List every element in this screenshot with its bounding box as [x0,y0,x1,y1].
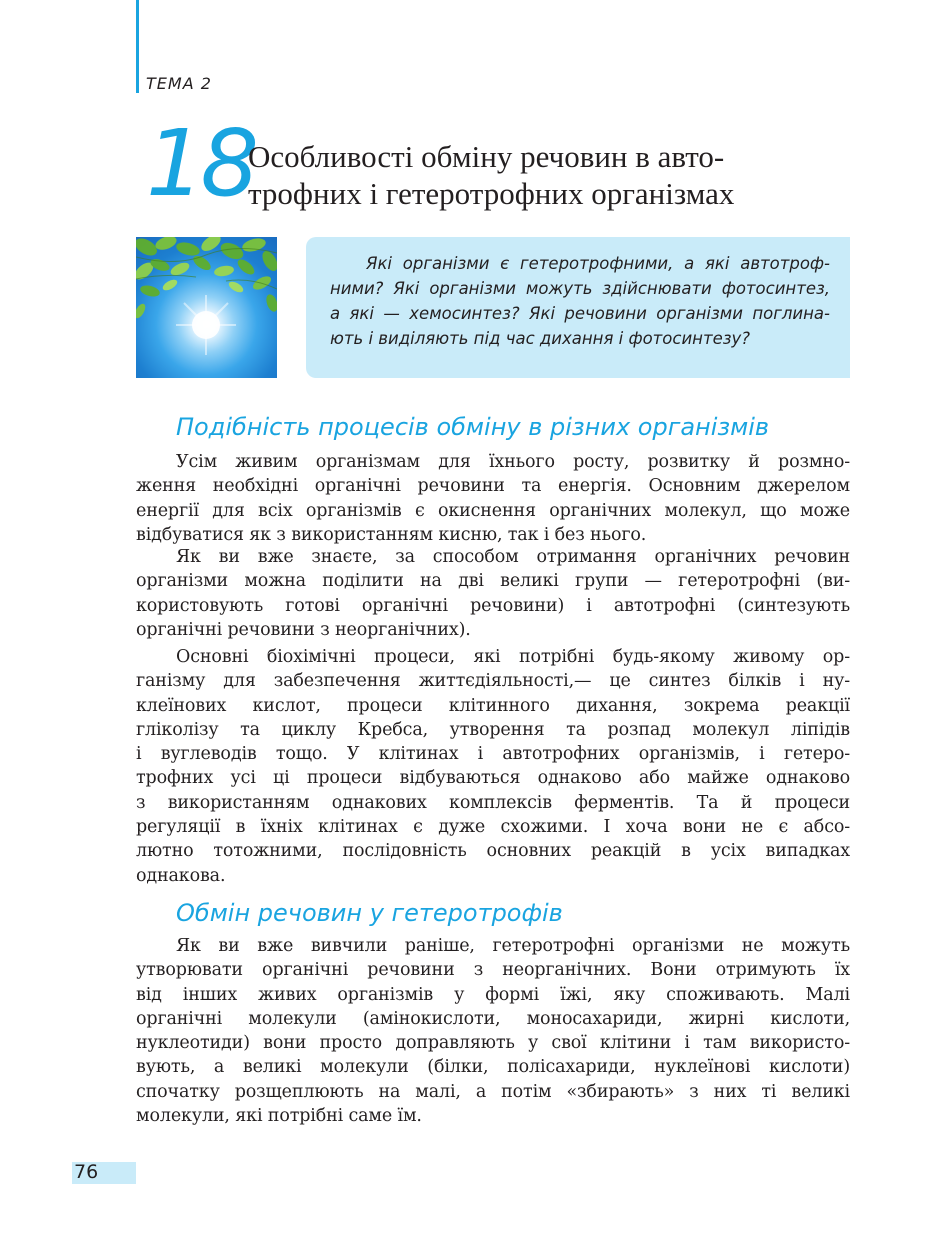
text-line: нуклеотиди) вони просто доправляють у свої клітини і там використо- [136,1033,850,1054]
question-line: ють і виділяють під час дихання і фотосинтезу? [330,329,751,348]
paragraph [136,645,850,888]
theme-label: ТЕМА 2 [146,74,212,93]
text-line: користовують готові органічні речовини) і автотрофні (синтезують [136,595,850,616]
lesson-title [248,138,848,212]
section-heading: Обмін речовин у гетеротрофів [176,899,563,927]
question-line: ними? Які організми можуть здійснювати фотосинтез, [330,279,830,298]
leaves-sky-photo [136,237,277,378]
text-line: ганізму для забезпечення життєдіяльності,— це синтез білків і ну- [136,671,850,692]
lesson-number: 18 [146,110,256,217]
text-line: утворювати органічні речовини з неорганічних. Вони отримують їх [136,960,850,981]
lesson-title-line: трофних і гетеротрофних організмах [248,176,735,211]
text-line: спочатку розщеплюють на малі, а потім «збирають» з них ті великі [136,1081,850,1102]
paragraph [136,450,850,547]
text-line: клеїнових кислот, процеси клітинного дихання, зокрема реакції [136,695,850,716]
intro-questions-box [306,237,850,378]
text-line: трофних усі ці процеси відбуваються однаково або майже однаково [136,768,850,789]
text-line: ження необхідні органічні речовини та енергія. Основним джерелом [136,476,850,497]
text-line: однакова. [136,865,226,886]
question-line: а які — хемосинтез? Які речовини організми поглина- [330,304,830,323]
section-heading: Подібність процесів обміну в різних організмів [176,413,770,441]
text-line: з використанням однакових комплексів ферментів. Та й процеси [136,792,850,813]
text-line: гліколізу та циклу Кребса, утворення та розпад молекул ліпідів [136,719,850,740]
theme-accent-bar [136,0,139,93]
text-line: лютно тотожними, послідовність основних реакцій в усіх випадках [136,841,850,862]
text-line: вують, а великі молекули (білки, полісахариди, нуклеїнові кислоти) [136,1057,850,1078]
question-line: Які організми є гетеротрофними, а які автотроф- [366,254,830,273]
intro-questions [330,251,830,351]
text-line: відбуватися як з використанням кисню, так і без нього. [136,524,647,545]
text-line: Як ви вже знаєте, за способом отримання органічних речовин [176,547,850,567]
text-line: органічні речовини з неорганічних). [136,619,471,640]
text-line: Основні біохімічні процеси, які потрібні будь-якому живому ор- [176,647,850,667]
lesson-title-line: Особливості обміну речовин в авто- [248,139,725,174]
text-line: Усім живим організмам для їхнього росту, розвитку й розмно- [176,452,850,472]
text-line: від інших живих організмів у формі їжі, яку споживають. Малі [136,984,850,1005]
paragraph [136,934,850,1128]
text-line: молекули, які потрібні саме їм. [136,1106,422,1127]
text-line: організми можна поділити на дві великі групи — гетеротрофні (ви- [136,571,850,592]
page-number: 76 [74,1161,99,1183]
text-line: енергії для всіх організмів є окиснення органічних молекул, що може [136,500,850,521]
text-line: органічні молекули (амінокислоти, моносахариди, жирні кислоти, [136,1008,850,1029]
leaves-illustration [136,237,277,378]
text-line: регуляції в їхніх клітинах є дуже схожими. І хоча вони не є абсо- [136,817,850,838]
text-line: і вуглеводів тощо. У клітинах і автотрофних організмів, і гетеро- [136,744,850,765]
text-line: Як ви вже вивчили раніше, гетеротрофні організми не можуть [176,936,850,956]
paragraph [136,545,850,642]
